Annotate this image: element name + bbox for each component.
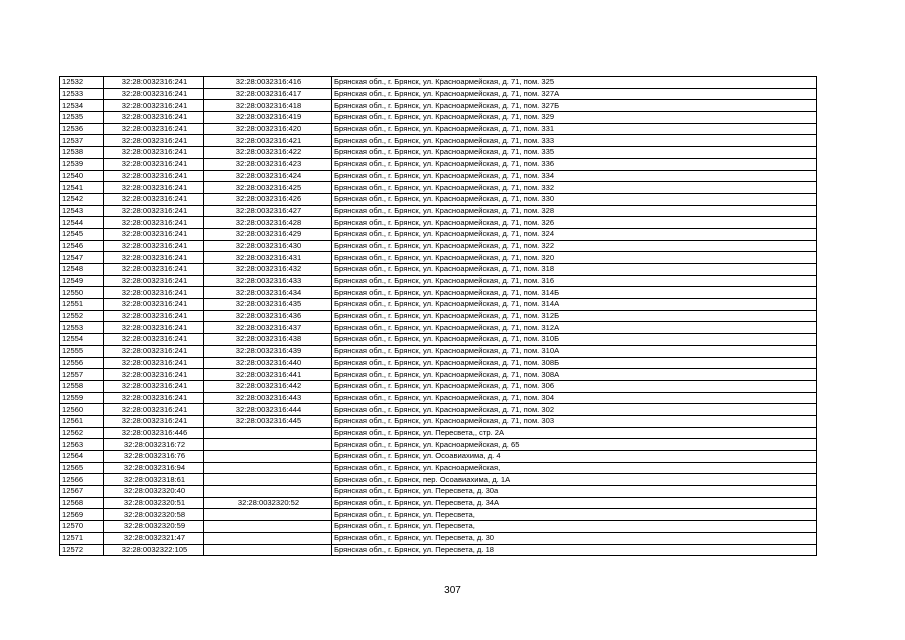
table-row [60,392,817,404]
row-number-cell: 12546 [60,240,104,252]
table-row [60,205,817,217]
address-cell: Брянская обл., г. Брянск, ул. Красноармейская, д. 71, пом. 333 [332,135,817,147]
row-number-cell: 12569 [60,509,104,521]
cadastral-number-cell: 32:28:0032316:241 [104,123,204,135]
row-number-cell: 12545 [60,228,104,240]
cadastral-number-cell: 32:28:0032316:94 [104,462,204,474]
row-number-cell: 12562 [60,427,104,439]
related-cadastral-number-cell [204,427,332,439]
table-row [60,486,817,498]
row-number-cell: 12532 [60,77,104,89]
cadastral-number-cell: 32:28:0032316:241 [104,334,204,346]
table-row [60,451,817,463]
related-cadastral-number-cell: 32:28:0032316:429 [204,228,332,240]
related-cadastral-number-cell: 32:28:0032316:423 [204,158,332,170]
cadastral-number-cell: 32:28:0032316:241 [104,182,204,194]
row-number-cell: 12550 [60,287,104,299]
address-cell: Брянская обл., г. Брянск, ул. Пересвета, д. 30 [332,532,817,544]
related-cadastral-number-cell: 32:28:0032320:52 [204,497,332,509]
table-row [60,404,817,416]
related-cadastral-number-cell: 32:28:0032316:427 [204,205,332,217]
related-cadastral-number-cell: 32:28:0032316:438 [204,334,332,346]
cadastral-number-cell: 32:28:0032316:72 [104,439,204,451]
row-number-cell: 12555 [60,345,104,357]
related-cadastral-number-cell [204,462,332,474]
address-cell: Брянская обл., г. Брянск, ул. Красноармейская, д. 71, пом. 308А [332,369,817,381]
table-row [60,193,817,205]
row-number-cell: 12572 [60,544,104,556]
related-cadastral-number-cell [204,474,332,486]
cadastral-number-cell: 32:28:0032316:241 [104,170,204,182]
cadastral-number-cell: 32:28:0032322:105 [104,544,204,556]
related-cadastral-number-cell: 32:28:0032316:417 [204,88,332,100]
related-cadastral-number-cell: 32:28:0032316:421 [204,135,332,147]
related-cadastral-number-cell: 32:28:0032316:432 [204,264,332,276]
row-number-cell: 12538 [60,147,104,159]
cadastral-number-cell: 32:28:0032316:241 [104,380,204,392]
row-number-cell: 12554 [60,334,104,346]
address-cell: Брянская обл., г. Брянск, ул. Красноармейская, д. 71, пом. 328 [332,205,817,217]
table-row [60,427,817,439]
related-cadastral-number-cell: 32:28:0032316:420 [204,123,332,135]
cadastral-number-cell: 32:28:0032316:241 [104,217,204,229]
cadastral-number-cell: 32:28:0032316:241 [104,228,204,240]
address-cell: Брянская обл., г. Брянск, пер. Осоавиахима, д. 1А [332,474,817,486]
table-row [60,275,817,287]
address-cell: Брянская обл., г. Брянск, ул. Красноармейская, д. 71, пом. 331 [332,123,817,135]
row-number-cell: 12568 [60,497,104,509]
cadastral-number-cell: 32:28:0032316:241 [104,252,204,264]
related-cadastral-number-cell: 32:28:0032316:443 [204,392,332,404]
row-number-cell: 12563 [60,439,104,451]
related-cadastral-number-cell: 32:28:0032316:445 [204,415,332,427]
row-number-cell: 12540 [60,170,104,182]
table-row [60,334,817,346]
row-number-cell: 12551 [60,299,104,311]
table-row [60,509,817,521]
table-row [60,380,817,392]
cadastral-number-cell: 32:28:0032320:40 [104,486,204,498]
cadastral-number-cell: 32:28:0032316:241 [104,112,204,124]
address-cell: Брянская обл., г. Брянск, ул. Красноармейская, д. 71, пом. 332 [332,182,817,194]
address-cell: Брянская обл., г. Брянск, ул. Красноармейская, д. 71, пом. 304 [332,392,817,404]
cadastral-number-cell: 32:28:0032316:241 [104,100,204,112]
table-row [60,532,817,544]
related-cadastral-number-cell [204,451,332,463]
related-cadastral-number-cell: 32:28:0032316:442 [204,380,332,392]
table-row [60,88,817,100]
table-row [60,439,817,451]
row-number-cell: 12544 [60,217,104,229]
row-number-cell: 12535 [60,112,104,124]
address-cell: Брянская обл., г. Брянск, ул. Красноармейская, д. 71, пом. 318 [332,264,817,276]
cadastral-number-cell: 32:28:0032316:241 [104,275,204,287]
cadastral-number-cell: 32:28:0032318:61 [104,474,204,486]
related-cadastral-number-cell: 32:28:0032316:441 [204,369,332,381]
table-row [60,228,817,240]
table-row [60,182,817,194]
related-cadastral-number-cell: 32:28:0032316:424 [204,170,332,182]
address-cell: Брянская обл., г. Брянск, ул. Красноармейская, д. 71, пом. 336 [332,158,817,170]
address-cell: Брянская обл., г. Брянск, ул. Осоавиахима, д. 4 [332,451,817,463]
address-cell: Брянская обл., г. Брянск, ул. Красноармейская, д. 65 [332,439,817,451]
address-cell: Брянская обл., г. Брянск, ул. Красноармейская, д. 71, пом. 326 [332,217,817,229]
cadastral-number-cell: 32:28:0032316:241 [104,193,204,205]
address-cell: Брянская обл., г. Брянск, ул. Красноармейская, д. 71, пом. 329 [332,112,817,124]
address-cell: Брянская обл., г. Брянск, ул. Красноармейская, д. 71, пом. 335 [332,147,817,159]
address-cell: Брянская обл., г. Брянск, ул. Пересвета, д. 18 [332,544,817,556]
related-cadastral-number-cell: 32:28:0032316:426 [204,193,332,205]
row-number-cell: 12558 [60,380,104,392]
table-row [60,252,817,264]
address-cell: Брянская обл., г. Брянск, ул. Красноармейская, д. 71, пом. 306 [332,380,817,392]
row-number-cell: 12561 [60,415,104,427]
row-number-cell: 12571 [60,532,104,544]
cadastral-number-cell: 32:28:0032316:241 [104,77,204,89]
table-row [60,299,817,311]
table-row [60,462,817,474]
row-number-cell: 12559 [60,392,104,404]
table-row [60,240,817,252]
row-number-cell: 12570 [60,521,104,533]
related-cadastral-number-cell: 32:28:0032316:444 [204,404,332,416]
cadastral-number-cell: 32:28:0032316:241 [104,345,204,357]
address-cell: Брянская обл., г. Брянск, ул. Красноармейская, д. 71, пом. 322 [332,240,817,252]
row-number-cell: 12566 [60,474,104,486]
cadastral-number-cell: 32:28:0032316:241 [104,287,204,299]
cadastral-number-cell: 32:28:0032316:446 [104,427,204,439]
related-cadastral-number-cell: 32:28:0032316:434 [204,287,332,299]
table-row [60,415,817,427]
table-row [60,287,817,299]
row-number-cell: 12542 [60,193,104,205]
table-row [60,217,817,229]
address-cell: Брянская обл., г. Брянск, ул. Красноармейская, д. 71, пом. 316 [332,275,817,287]
address-cell: Брянская обл., г. Брянск, ул. Красноармейская, д. 71, пом. 310Б [332,334,817,346]
table-row [60,357,817,369]
row-number-cell: 12533 [60,88,104,100]
cadastral-number-cell: 32:28:0032316:241 [104,369,204,381]
row-number-cell: 12556 [60,357,104,369]
address-cell: Брянская обл., г. Брянск, ул. Красноармейская, д. 71, пом. 312Б [332,310,817,322]
related-cadastral-number-cell: 32:28:0032316:422 [204,147,332,159]
address-cell: Брянская обл., г. Брянск, ул. Красноармейская, д. 71, пом. 310А [332,345,817,357]
address-cell: Брянская обл., г. Брянск, ул. Красноармейская, [332,462,817,474]
table-row [60,544,817,556]
row-number-cell: 12565 [60,462,104,474]
row-number-cell: 12536 [60,123,104,135]
cadastral-number-cell: 32:28:0032320:58 [104,509,204,521]
address-cell: Брянская обл., г. Брянск, ул. Красноармейская, д. 71, пом. 330 [332,193,817,205]
table-row [60,112,817,124]
table-row [60,135,817,147]
cadastral-number-cell: 32:28:0032316:241 [104,404,204,416]
table-row [60,123,817,135]
table-row [60,497,817,509]
cadastral-number-cell: 32:28:0032316:241 [104,240,204,252]
table-row [60,345,817,357]
registry-table [59,76,817,556]
row-number-cell: 12537 [60,135,104,147]
address-cell: Брянская обл., г. Брянск, ул. Пересвета,, стр. 2А [332,427,817,439]
row-number-cell: 12552 [60,310,104,322]
row-number-cell: 12564 [60,451,104,463]
table-row [60,521,817,533]
cadastral-number-cell: 32:28:0032316:241 [104,392,204,404]
cadastral-number-cell: 32:28:0032316:241 [104,264,204,276]
cadastral-number-cell: 32:28:0032316:241 [104,205,204,217]
table-row [60,158,817,170]
related-cadastral-number-cell: 32:28:0032316:436 [204,310,332,322]
related-cadastral-number-cell: 32:28:0032316:416 [204,77,332,89]
address-cell: Брянская обл., г. Брянск, ул. Красноармейская, д. 71, пом. 302 [332,404,817,416]
address-cell: Брянская обл., г. Брянск, ул. Пересвета, д. 34А [332,497,817,509]
address-cell: Брянская обл., г. Брянск, ул. Красноармейская, д. 71, пом. 312А [332,322,817,334]
related-cadastral-number-cell: 32:28:0032316:418 [204,100,332,112]
address-cell: Брянская обл., г. Брянск, ул. Красноармейская, д. 71, пом. 325 [332,77,817,89]
cadastral-number-cell: 32:28:0032316:241 [104,135,204,147]
related-cadastral-number-cell [204,509,332,521]
row-number-cell: 12543 [60,205,104,217]
row-number-cell: 12549 [60,275,104,287]
address-cell: Брянская обл., г. Брянск, ул. Пересвета, [332,509,817,521]
address-cell: Брянская обл., г. Брянск, ул. Красноармейская, д. 71, пом. 327Б [332,100,817,112]
related-cadastral-number-cell: 32:28:0032316:425 [204,182,332,194]
related-cadastral-number-cell [204,521,332,533]
related-cadastral-number-cell: 32:28:0032316:431 [204,252,332,264]
registry-table-body [60,77,817,556]
table-row [60,170,817,182]
cadastral-number-cell: 32:28:0032316:241 [104,322,204,334]
cadastral-number-cell: 32:28:0032316:76 [104,451,204,463]
related-cadastral-number-cell: 32:28:0032316:440 [204,357,332,369]
table-row [60,77,817,89]
table-row [60,147,817,159]
row-number-cell: 12560 [60,404,104,416]
table-row [60,474,817,486]
table-row [60,100,817,112]
related-cadastral-number-cell: 32:28:0032316:435 [204,299,332,311]
address-cell: Брянская обл., г. Брянск, ул. Красноармейская, д. 71, пом. 327А [332,88,817,100]
address-cell: Брянская обл., г. Брянск, ул. Красноармейская, д. 71, пом. 303 [332,415,817,427]
table-row [60,369,817,381]
cadastral-number-cell: 32:28:0032320:59 [104,521,204,533]
related-cadastral-number-cell: 32:28:0032316:439 [204,345,332,357]
table-row [60,310,817,322]
row-number-cell: 12553 [60,322,104,334]
cadastral-number-cell: 32:28:0032316:241 [104,299,204,311]
related-cadastral-number-cell [204,439,332,451]
table-row [60,322,817,334]
cadastral-number-cell: 32:28:0032316:241 [104,88,204,100]
related-cadastral-number-cell [204,532,332,544]
address-cell: Брянская обл., г. Брянск, ул. Пересвета, д. 30а [332,486,817,498]
address-cell: Брянская обл., г. Брянск, ул. Красноармейская, д. 71, пом. 324 [332,228,817,240]
related-cadastral-number-cell [204,486,332,498]
address-cell: Брянская обл., г. Брянск, ул. Красноармейская, д. 71, пом. 320 [332,252,817,264]
row-number-cell: 12541 [60,182,104,194]
address-cell: Брянская обл., г. Брянск, ул. Красноармейская, д. 71, пом. 308Б [332,357,817,369]
cadastral-number-cell: 32:28:0032316:241 [104,147,204,159]
row-number-cell: 12548 [60,264,104,276]
page-number: 307 [444,585,461,596]
row-number-cell: 12547 [60,252,104,264]
related-cadastral-number-cell: 32:28:0032316:430 [204,240,332,252]
address-cell: Брянская обл., г. Брянск, ул. Пересвета, [332,521,817,533]
related-cadastral-number-cell: 32:28:0032316:437 [204,322,332,334]
cadastral-number-cell: 32:28:0032316:241 [104,310,204,322]
address-cell: Брянская обл., г. Брянск, ул. Красноармейская, д. 71, пом. 314Б [332,287,817,299]
related-cadastral-number-cell [204,544,332,556]
row-number-cell: 12539 [60,158,104,170]
cadastral-number-cell: 32:28:0032321:47 [104,532,204,544]
row-number-cell: 12567 [60,486,104,498]
address-cell: Брянская обл., г. Брянск, ул. Красноармейская, д. 71, пом. 334 [332,170,817,182]
cadastral-number-cell: 32:28:0032316:241 [104,158,204,170]
cadastral-number-cell: 32:28:0032320:51 [104,497,204,509]
address-cell: Брянская обл., г. Брянск, ул. Красноармейская, д. 71, пом. 314А [332,299,817,311]
related-cadastral-number-cell: 32:28:0032316:433 [204,275,332,287]
row-number-cell: 12557 [60,369,104,381]
cadastral-number-cell: 32:28:0032316:241 [104,357,204,369]
row-number-cell: 12534 [60,100,104,112]
related-cadastral-number-cell: 32:28:0032316:428 [204,217,332,229]
related-cadastral-number-cell: 32:28:0032316:419 [204,112,332,124]
table-row [60,264,817,276]
cadastral-number-cell: 32:28:0032316:241 [104,415,204,427]
